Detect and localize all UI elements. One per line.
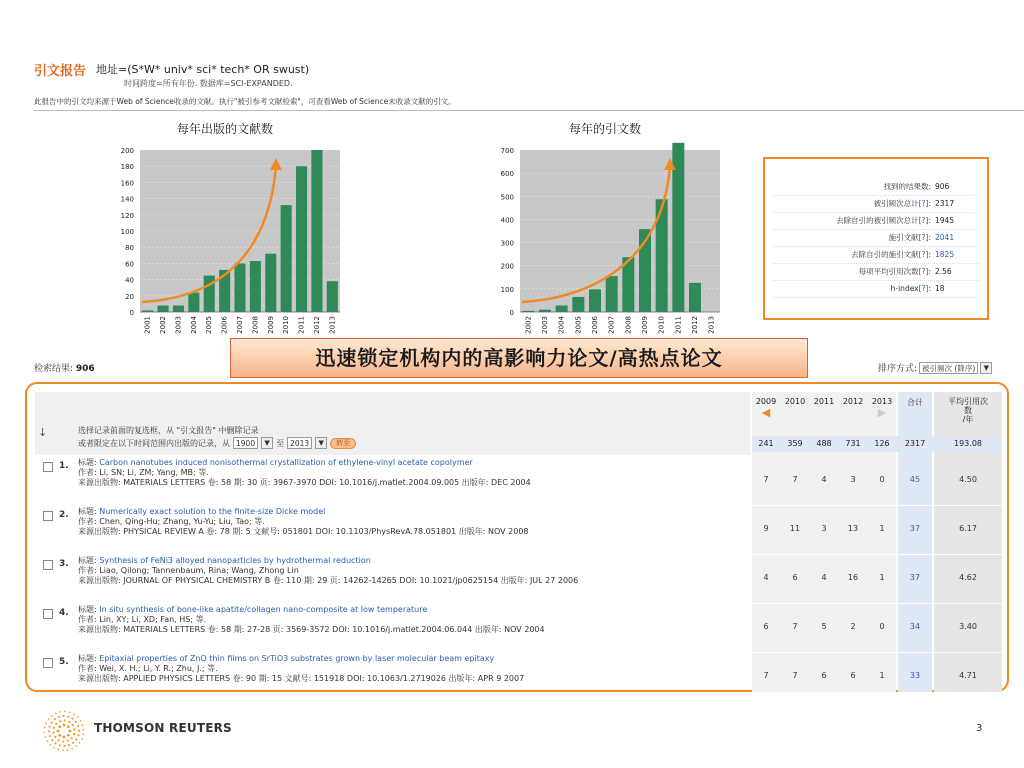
- record-authors: 作者: Li, SN; Li, ZM; Yang, MB; 等.: [78, 468, 209, 477]
- y-tick-label: 120: [120, 211, 134, 220]
- x-tick-label: 2006: [220, 316, 229, 334]
- logo-dot: [68, 744, 70, 746]
- bar-2012: [689, 283, 701, 312]
- bar-2013: [327, 281, 338, 312]
- logo-dot: [57, 749, 59, 751]
- year-count-cell: 7: [792, 475, 798, 484]
- x-tick-label: 2005: [574, 316, 583, 334]
- avg-count-cell: 4.71: [959, 671, 977, 680]
- logo-dot: [67, 725, 70, 728]
- year-count-cell: 9: [763, 524, 769, 533]
- stat-row: [773, 264, 979, 281]
- title-prefix: 标题:: [78, 556, 100, 565]
- stat-label: 施引文献[?]:: [888, 233, 931, 242]
- logo-dot: [51, 739, 53, 741]
- results-label: 检索结果:: [34, 364, 76, 374]
- logo-dot: [63, 745, 65, 747]
- help-icon[interactable]: [?]: [918, 233, 929, 242]
- avg-count-cell: 6.17: [959, 524, 977, 533]
- x-tick-label: 2008: [251, 316, 260, 334]
- logo-dot: [67, 716, 69, 718]
- logo-dot: [64, 711, 66, 713]
- logo-dot: [71, 718, 73, 720]
- go-button[interactable]: 转至: [330, 438, 356, 449]
- total-count-link[interactable]: 37: [909, 573, 921, 582]
- record-source: 来源出版物: JOURNAL OF PHYSICAL CHEMISTRY B 卷: 110 期: 29 页: 14262-14265 DOI: 10.1021/jp0625154 出版年: JUL 27 2006: [78, 576, 579, 585]
- stat-label: 被引频次总计[?]:: [873, 199, 931, 208]
- x-tick-label: 2007: [236, 316, 244, 334]
- y-tick-label: 100: [500, 285, 514, 294]
- logo-dot: [79, 742, 81, 744]
- record-details: [78, 654, 748, 684]
- record-source: 来源出版物: APPLIED PHYSICS LETTERS 卷: 90 期: 15 文献号: 151918 DOI: 10.1063/1.2719026 出版年: APR 9 2007: [78, 674, 525, 683]
- y-tick-label: 0: [509, 309, 514, 317]
- year-count-cell: 3: [821, 524, 827, 533]
- year-count-cell: 3: [850, 475, 856, 484]
- help-icon[interactable]: [?]: [918, 216, 929, 225]
- arrow-down-icon: ↓: [38, 426, 48, 439]
- logo-dot: [77, 725, 79, 727]
- to-year-select[interactable]: 2013: [287, 437, 312, 449]
- y-tick-label: 400: [500, 216, 514, 225]
- row-checkbox[interactable]: [43, 560, 53, 570]
- year-count-cell: 1: [879, 524, 885, 533]
- stat-row: [773, 213, 979, 230]
- prev-years-icon[interactable]: ◀: [761, 406, 771, 419]
- year-total-cell: 2317: [904, 439, 926, 448]
- logo-dot: [44, 727, 46, 729]
- logo-dot: [78, 730, 80, 732]
- query-subline: 时间跨度=所有年份. 数据库=SCI-EXPANDED.: [124, 79, 293, 88]
- record-details: [78, 507, 748, 537]
- logo-dot: [75, 738, 77, 740]
- year-count-cell: 0: [879, 475, 885, 484]
- stat-row: [773, 230, 979, 247]
- record-title-link[interactable]: In situ synthesis of bone-like apatite/collagen nano-composite at low temperature: [99, 605, 428, 614]
- y-tick-label: 160: [120, 179, 134, 188]
- logo-dot: [63, 715, 65, 717]
- logo-dot: [72, 742, 74, 744]
- logo-dot: [49, 726, 51, 728]
- bar-2003: [173, 306, 184, 312]
- logo-dot: [83, 729, 85, 731]
- bar-2007: [234, 263, 245, 312]
- bar-2005: [572, 297, 584, 312]
- year-range-filter: [78, 437, 356, 449]
- year-header-2010: 2010: [784, 397, 806, 406]
- sort-label: 排序方式:: [878, 364, 918, 374]
- chart1-title: 每年出版的文献数: [176, 122, 273, 136]
- logo-dot: [69, 730, 72, 733]
- logo-dot: [44, 731, 46, 733]
- logo-dot: [58, 716, 60, 718]
- highlight-banner: 迅速锁定机构内的高影响力论文/高热点论文: [230, 338, 808, 378]
- logo-dot: [67, 749, 69, 751]
- year-count-cell: 7: [792, 671, 798, 680]
- y-tick-label: 20: [125, 292, 134, 301]
- bar-2006: [589, 289, 601, 312]
- record-authors: 作者: Chen, Qing-Hu; Zhang, Yu-Yu; Liu, Tao; 等.: [78, 517, 265, 526]
- x-tick-label: 2003: [174, 316, 183, 334]
- record-title-link[interactable]: Synthesis of FeNi3 alloyed nanoparticles by hydrothermal reduction: [99, 556, 371, 565]
- stat-value: 18: [935, 284, 945, 293]
- x-tick-label: 2010: [657, 316, 666, 334]
- x-tick-label: 2004: [557, 316, 566, 334]
- year-count-cell: 6: [850, 671, 856, 680]
- year-count-cell: 4: [763, 573, 769, 582]
- bar-2007: [606, 276, 618, 312]
- help-icon[interactable]: [?]: [918, 250, 929, 259]
- bar-2011: [296, 166, 307, 312]
- x-tick-label: 2004: [189, 316, 198, 334]
- year-header-2012: 2012: [842, 397, 864, 406]
- logo-dot: [48, 718, 50, 720]
- record-details: [78, 605, 748, 635]
- y-tick-label: 700: [500, 147, 514, 155]
- citation-stats-box: [763, 157, 989, 320]
- year-header-2009: 2009: [755, 397, 777, 406]
- report-note: 此报告中的引文均来源于Web of Science收录的文献。执行"被引参考文献检索"，可查看Web of Science未收录文献的引文。: [34, 97, 456, 106]
- query-text: 地址=(S*W* univ* sci* tech* OR swust): [96, 63, 310, 76]
- title-prefix: 标题:: [78, 605, 100, 614]
- bar-2002: [158, 306, 169, 312]
- title-prefix: 标题:: [78, 507, 100, 516]
- x-tick-label: 2005: [205, 316, 214, 334]
- logo-dot: [58, 734, 61, 737]
- logo-dot: [67, 740, 69, 742]
- year-count-cell: 7: [792, 622, 798, 631]
- to-year-dropdown-icon[interactable]: ▼: [315, 437, 327, 449]
- year-count-cell: 4: [821, 475, 827, 484]
- record-title-link[interactable]: Carbon nanotubes induced nonisothermal crystallization of ethylene-vinyl acetate copolymer: [99, 458, 473, 467]
- stat-label: 每项平均引用次数[?]:: [858, 267, 931, 276]
- year-count-cell: 5: [821, 622, 827, 631]
- chart2-title: 每年的引文数: [568, 122, 641, 136]
- total-count-link[interactable]: 34: [909, 622, 921, 631]
- row-checkbox[interactable]: [43, 462, 53, 472]
- logo-dot: [58, 739, 60, 741]
- logo-dot: [54, 736, 56, 738]
- logo-dot: [49, 735, 51, 737]
- from-year-select[interactable]: 1900: [233, 437, 258, 449]
- stat-value[interactable]: 2041: [935, 233, 955, 242]
- logo-dot: [73, 713, 75, 715]
- total-count-link[interactable]: 37: [909, 524, 921, 533]
- x-tick-label: 2011: [674, 316, 683, 334]
- stat-value: 1945: [935, 216, 955, 225]
- record-title-link[interactable]: Numerically exact solution to the finite-size Dicke model: [99, 507, 326, 516]
- logo-dot: [52, 731, 54, 733]
- row-divider: [35, 505, 1005, 506]
- y-tick-label: 600: [500, 170, 514, 179]
- bar-2010: [281, 205, 292, 312]
- row-number: 2.: [59, 510, 69, 520]
- chart-publications-per-year: [100, 140, 350, 345]
- logo-dot: [53, 747, 55, 749]
- record-details: [78, 556, 748, 586]
- logo-dot: [45, 722, 47, 724]
- footer-logo-text: THOMSON REUTERS: [94, 721, 232, 735]
- stat-value: 906: [935, 182, 950, 191]
- year-total-cell: 241: [758, 439, 774, 448]
- record-details: [78, 458, 748, 488]
- row-divider: [35, 603, 1005, 604]
- thomson-reuters-logo-icon: [40, 707, 88, 755]
- year-count-cell: 2: [850, 622, 856, 631]
- year-count-cell: 0: [879, 622, 885, 631]
- x-tick-label: 2011: [297, 316, 306, 334]
- record-title-link[interactable]: Epitaxial properties of ZnO thin films on SrTiO3 substrates grown by laser molecular beam epitaxy: [99, 654, 495, 663]
- logo-dot: [77, 734, 79, 736]
- record-authors: 作者: Lin, XY; Li, XD; Fan, HS; 等.: [78, 615, 207, 624]
- stat-row: [773, 281, 979, 298]
- avg-header: [934, 397, 1002, 424]
- logo-dot: [62, 740, 64, 742]
- year-range-label: 或者限定在以下时间范围内出版的记录，从: [78, 438, 230, 448]
- chart-citations-per-year: [480, 140, 730, 345]
- logo-dot: [60, 711, 62, 713]
- stat-label: 去除自引的被引频次总计[?]:: [836, 216, 931, 225]
- year-count-cell: 11: [789, 524, 801, 533]
- y-tick-label: 80: [125, 244, 134, 253]
- page-number: 3: [976, 723, 983, 734]
- results-count: [34, 361, 95, 374]
- logo-dot: [45, 736, 47, 738]
- year-count-cell: 7: [763, 475, 769, 484]
- stat-value: 2.56: [935, 267, 952, 276]
- avg-count-cell: 4.62: [959, 573, 977, 582]
- row-checkbox[interactable]: [43, 511, 53, 521]
- y-tick-label: 60: [125, 260, 134, 269]
- logo-dot: [68, 721, 70, 723]
- year-count-cell: 4: [821, 573, 827, 582]
- avg-header-line: 数: [964, 406, 972, 415]
- year-total-cell: 731: [845, 439, 861, 448]
- x-tick-label: 2010: [282, 316, 291, 334]
- stat-row: [773, 179, 979, 196]
- total-count-link[interactable]: 45: [909, 475, 921, 484]
- row-checkbox[interactable]: [43, 658, 53, 668]
- help-icon[interactable]: [?]: [918, 284, 929, 293]
- bar-2005: [204, 276, 215, 312]
- logo-dot: [59, 720, 61, 722]
- logo-dot: [82, 734, 84, 736]
- title-prefix: 标题:: [78, 654, 100, 663]
- help-icon[interactable]: [?]: [918, 267, 929, 276]
- x-tick-label: 2009: [641, 316, 649, 334]
- sort-dropdown-icon[interactable]: ▼: [980, 362, 992, 374]
- year-count-cell: 6: [821, 671, 827, 680]
- row-number: 3.: [59, 559, 69, 569]
- logo-dot: [75, 721, 77, 723]
- sort-select[interactable]: 被引频次 (降序): [919, 362, 978, 374]
- logo-dot: [51, 715, 53, 717]
- x-tick-label: 2003: [541, 316, 549, 334]
- x-tick-label: 2012: [691, 316, 699, 334]
- logo-dot: [55, 723, 57, 725]
- y-tick-label: 100: [120, 228, 134, 236]
- stat-row: [773, 247, 979, 264]
- logo-dot: [64, 719, 66, 721]
- x-tick-label: 2013: [328, 316, 337, 334]
- logo-dot: [73, 728, 75, 730]
- year-count-cell: 6: [763, 622, 769, 631]
- logo-dot: [59, 744, 61, 746]
- logo-dot: [75, 745, 77, 747]
- row-divider: [35, 554, 1005, 555]
- logo-dot: [57, 730, 60, 733]
- to-label: 至: [276, 438, 285, 448]
- x-tick-label: 2013: [707, 316, 716, 334]
- x-tick-label: 2002: [159, 316, 168, 334]
- logo-dot: [58, 725, 61, 728]
- year-count-cell: 6: [792, 573, 798, 582]
- row-number: 5.: [59, 657, 69, 667]
- record-source: 来源出版物: MATERIALS LETTERS 卷: 58 期: 27-28 页: 3569-3572 DOI: 10.1016/j.matlet.2004.06.044 出版年: NOV 2004: [78, 625, 545, 634]
- logo-dot: [49, 744, 51, 746]
- record-authors: 作者: Wei, X. H.; Li, Y. R.; Zhu, J.; 等.: [78, 664, 218, 673]
- x-tick-label: 2007: [607, 316, 616, 334]
- logo-dot: [47, 740, 49, 742]
- logo-dot: [71, 737, 73, 739]
- logo-dot: [69, 711, 71, 713]
- total-header: 合计: [907, 398, 923, 407]
- logo-dot: [72, 724, 74, 726]
- next-years-icon[interactable]: ▶: [877, 406, 887, 419]
- year-total-cell: 126: [874, 439, 890, 448]
- logo-dot: [54, 718, 56, 720]
- bar-2009: [265, 254, 276, 312]
- y-tick-label: 40: [125, 276, 134, 285]
- logo-dot: [80, 720, 82, 722]
- from-year-dropdown-icon[interactable]: ▼: [261, 437, 273, 449]
- results-count-value: 906: [75, 364, 95, 374]
- row-divider: [35, 652, 1005, 653]
- y-tick-label: 140: [120, 195, 134, 204]
- logo-dot: [62, 750, 64, 752]
- record-source: 来源出版物: PHYSICAL REVIEW A 卷: 78 期: 5 文献号: 051801 DOI: 10.1103/PhysRevA.78.051801 出版年: NOV 2008: [78, 527, 529, 536]
- stat-value: 2317: [935, 199, 955, 208]
- logo-dot: [77, 716, 79, 718]
- record-source: 来源出版物: MATERIALS LETTERS 卷: 58 期: 30 页: 3967-3970 DOI: 10.1016/j.matlet.2004.09.005 出版年: DEC 2004: [78, 478, 531, 487]
- logo-dot: [63, 736, 66, 739]
- logo-dot: [81, 738, 83, 740]
- logo-dot: [82, 724, 84, 726]
- bar-2012: [311, 150, 322, 312]
- year-count-cell: 1: [879, 573, 885, 582]
- year-header-2013: 2013: [871, 397, 893, 406]
- year-total-cell: 488: [816, 439, 832, 448]
- stat-label: 去除自引的施引文献[?]:: [851, 250, 931, 259]
- y-tick-label: 0: [129, 309, 134, 317]
- logo-dot: [53, 727, 55, 729]
- year-header-2011: 2011: [813, 397, 835, 406]
- stat-label: h-index[?]:: [890, 284, 931, 293]
- y-tick-label: 500: [500, 193, 514, 202]
- x-tick-label: 2008: [624, 316, 633, 334]
- logo-dot: [73, 733, 75, 735]
- x-tick-label: 2012: [312, 316, 321, 334]
- logo-dot: [71, 748, 73, 750]
- row-checkbox[interactable]: [43, 609, 53, 619]
- bar-2008: [250, 261, 261, 312]
- stat-row: [773, 196, 979, 213]
- logo-dot: [67, 734, 70, 737]
- y-tick-label: 200: [120, 147, 134, 155]
- row-number: 4.: [59, 608, 69, 618]
- x-tick-label: 2001: [143, 316, 152, 334]
- stat-value[interactable]: 1825: [935, 250, 955, 259]
- logo-dot: [51, 722, 53, 724]
- logo-dot: [48, 730, 50, 732]
- year-count-cell: 16: [847, 573, 859, 582]
- y-tick-label: 300: [500, 239, 514, 248]
- x-tick-label: 2002: [524, 316, 533, 334]
- header-divider: [34, 110, 1024, 111]
- report-title: 引文报告: [34, 64, 87, 79]
- sort-control: [878, 361, 992, 374]
- x-tick-label: 2006: [591, 316, 599, 334]
- avg-count-cell: 4.50: [959, 475, 977, 484]
- x-tick-label: 2009: [266, 316, 275, 334]
- help-icon[interactable]: [?]: [918, 199, 929, 208]
- y-tick-label: 180: [120, 163, 134, 172]
- logo-dot: [55, 742, 57, 744]
- row-number: 1.: [59, 461, 69, 471]
- avg-header-line: /年: [962, 415, 974, 424]
- total-count-link[interactable]: 33: [909, 671, 921, 680]
- year-count-cell: 13: [847, 524, 859, 533]
- title-prefix: 标题:: [78, 458, 100, 467]
- record-authors: 作者: Liao, Qilong; Tannenbaum, Rina; Wang, Zhong Lin: [78, 566, 299, 575]
- avg-header-line: 平均引用次: [948, 397, 988, 406]
- logo-dot: [63, 724, 66, 727]
- stat-label: 找到的结果数:: [883, 182, 931, 191]
- bar-2004: [556, 306, 568, 312]
- year-count-cell: 7: [763, 671, 769, 680]
- logo-dot: [55, 712, 57, 714]
- bar-2004: [188, 293, 199, 312]
- remove-records-hint: 选择记录前面的复选框，从 "引文报告" 中删除记录: [78, 426, 259, 435]
- year-total-cell: 193.08: [954, 439, 982, 448]
- y-tick-label: 200: [500, 262, 514, 271]
- year-count-cell: 1: [879, 671, 885, 680]
- year-total-cell: 359: [787, 439, 803, 448]
- avg-count-cell: 3.40: [959, 622, 977, 631]
